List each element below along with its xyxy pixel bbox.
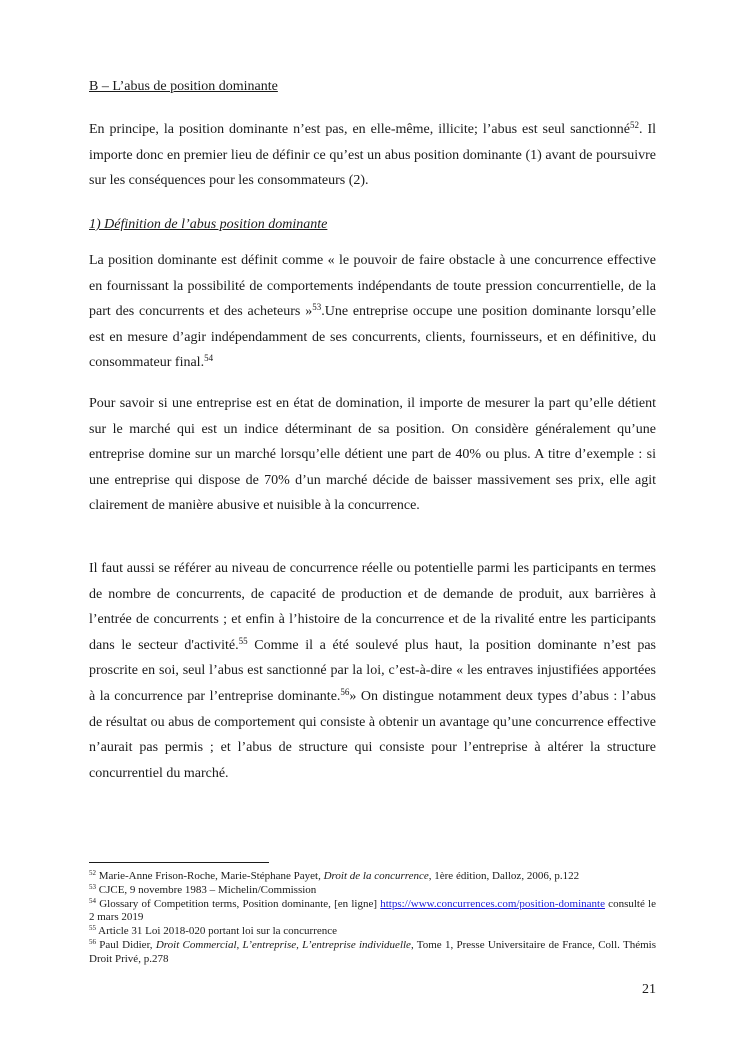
footnote-ref-52[interactable]: 52 [629,120,639,130]
footnote-number: 55 [89,924,96,933]
footnote-52 [89,870,656,884]
paragraph-2-text-a: La position dominante est définit comme « le pouvoir de faire obstacle à une concurrence effective en fournissant la possibilité de comportements indépendants de toute pression concurrentielle, de la part des concurrents et des acheteurs » [89,253,656,320]
paragraph-4-text-a: Il faut aussi se référer au niveau de concurrence réelle ou potentielle parmi les participants en termes de nombre de concurrents, de capacité de production et de demande de produit, aux barrières à l’entrée de concurrents ; et enfin à l’histoire de la concurrence et de la rivalité entre les participants dans le secteur d'activité. [89,561,656,653]
paragraph-1-text-b: . Il importe donc en premier lieu de définir ce qu’est un abus position dominante (1) avant de poursuivre sur les conséquences pour les consommateurs (2). [89,122,656,189]
paragraph-2-text-b: .Une entreprise occupe une position dominante lorsqu’elle est en mesure d’agir indépendamment de ses concurrents, clients, fournisseurs, et en définitive, du consommateur final. [89,304,656,371]
footnote-text: CJCE, 9 novembre 1983 – Michelin/Commission [96,883,317,896]
paragraph-1 [89,117,656,194]
paragraph-4-text-b: Comme il a été soulevé plus haut, la position dominante n’est pas proscrite en soi, seul l’abus est sanctionné par la loi, c’est-à-dire « les entraves injustifiées apportées à la concurrence par l’entreprise dominante. [89,637,656,704]
paragraph-4-text-c: » On distingue notamment deux types d’abus : l’abus de résultat ou abus de comportement qui consiste à obtenir un avantage qu’une concurrence effective n’aurait pas permis ; et l’abus de structure qui consiste pour l’entreprise à altérer la structure concurrentiel du marché. [89,688,656,781]
footnote-text: Paul Didier, [96,938,156,951]
subheading-definition: 1) Définition de l’abus position dominante [89,217,328,232]
footnote-text: Article 31 Loi 2018-020 portant loi sur la concurrence [96,925,338,938]
paragraph-4 [89,556,656,786]
footnote-ref-54[interactable]: 54 [204,353,214,364]
footnote-text: Glossary of Competition terms, Position dominante, [en ligne] [96,897,381,910]
footnote-number: 52 [89,869,96,877]
footnote-number: 54 [89,896,96,905]
paragraph-3-text: Pour savoir si une entreprise est en état de domination, il importe de mesurer la part qu’elle détient sur le marché qui est un indice déterminant de sa position. On considère généralement qu’une entreprise domine sur un marché lorsqu’elle détient une part de 40% ou plus. A titre d’exemple : si une entreprise qui dispose de 70% d’un marché décide de baisser massivement ses prix, elle agit clairement de manière abusive et nuisible à la concurrence. [89,396,656,514]
footnote-text: Marie-Anne Frison-Roche, Marie-Stéphane Payet, [96,870,324,882]
footnote-55 [89,925,656,939]
footnote-link[interactable]: https://www.concurrences.com/position-dominante [380,897,605,910]
footnote-number: 56 [89,937,96,946]
footnote-separator [89,862,269,863]
footnote-ref-53[interactable]: 53 [312,302,322,313]
footnote-number: 53 [89,882,96,891]
paragraph-1-text-a: En principe, la position dominante n’est pas, en elle-même, illicite; l’abus est seul sanctionné [89,122,630,137]
paragraph-3 [89,391,656,519]
footnote-ref-55[interactable]: 55 [238,635,248,646]
footnote-54 [89,898,656,926]
footnote-text: consulté le 2 mars 2019 [89,897,656,924]
section-heading: B – L’abus de position dominante [89,79,278,94]
paragraph-2 [89,248,656,376]
footnote-53 [89,884,656,898]
footnote-56 [89,939,656,967]
footnote-title: Droit Commercial, L’entreprise, L’entreprise individuelle [155,938,411,951]
footnote-ref-56[interactable]: 56 [340,686,350,697]
footnote-text: , 1ère édition, Dalloz, 2006, p.122 [428,870,580,882]
footnotes [89,870,656,967]
footnote-text: , Tome 1, Presse Universitaire de France, Coll. Thémis Droit Privé, p.278 [89,938,656,965]
footnote-title: Droit de la concurrence [323,870,429,882]
page-number: 21 [642,982,656,997]
